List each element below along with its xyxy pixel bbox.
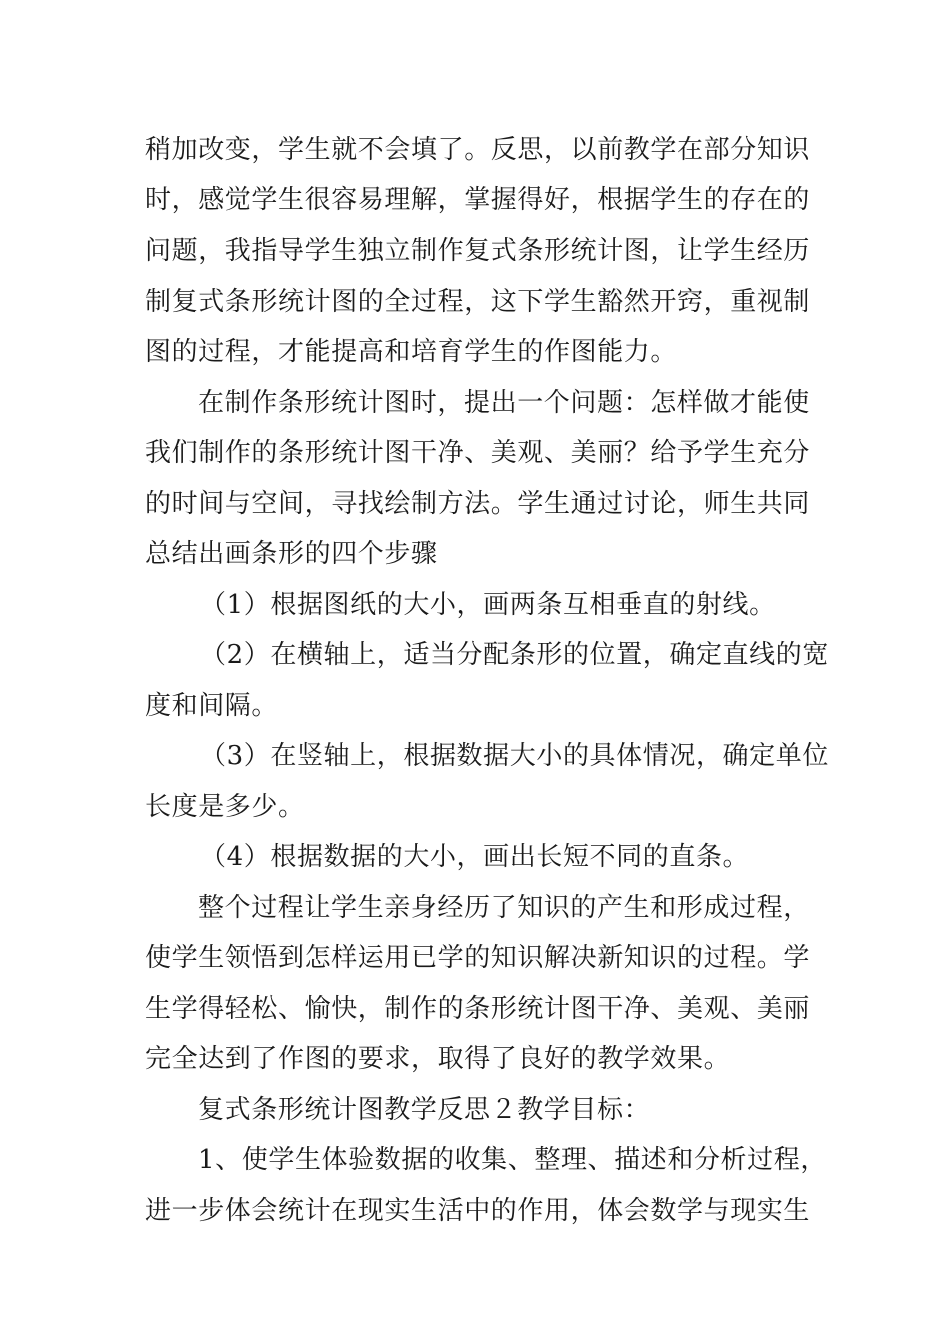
list-item-step-4: （4）根据数据的大小，画出长短不同的直条。	[200, 842, 750, 872]
text-line: 时，感觉学生很容易理解，掌握得好，根据学生的存在的	[145, 185, 811, 215]
text-line: 图的过程，才能提高和培育学生的作图能力。	[145, 337, 678, 367]
text-line: 完全达到了作图的要求，取得了良好的教学效果。	[145, 1044, 731, 1074]
text-line: 1、使学生体验数据的收集、整理、描述和分析过程，	[198, 1145, 827, 1175]
list-item-step-3: （3）在竖轴上，根据数据大小的具体情况，确定单位	[200, 741, 829, 771]
text-line: 问题，我指导学生独立制作复式条形统计图，让学生经历	[145, 236, 811, 266]
text-line: 使学生领悟到怎样运用已学的知识解决新知识的过程。学	[145, 943, 811, 973]
text-line: 度和间隔。	[145, 691, 279, 721]
list-item-step-2: （2）在横轴上，适当分配条形的位置，确定直线的宽	[200, 640, 829, 670]
text-line: 生学得轻松、愉快，制作的条形统计图干净、美观、美丽	[145, 994, 811, 1024]
text-line: 我们制作的条形统计图干净、美观、美丽？给予学生充分	[145, 438, 811, 468]
section-heading: 复式条形统计图教学反思２教学目标：	[198, 1095, 651, 1125]
list-item-step-1: （1）根据图纸的大小，画两条互相垂直的射线。	[200, 590, 776, 620]
text-line: 制复式条形统计图的全过程，这下学生豁然开窍，重视制	[145, 287, 811, 317]
text-line: 总结出画条形的四个步骤	[145, 539, 438, 569]
text-line: 的时间与空间，寻找绘制方法。学生通过讨论，师生共同	[145, 489, 811, 519]
text-line: 长度是多少。	[145, 792, 305, 822]
text-line: 在制作条形统计图时，提出一个问题：怎样做才能使	[198, 388, 810, 418]
text-line: 进一步体会统计在现实生活中的作用，体会数学与现实生	[145, 1196, 811, 1226]
text-line: 稍加改变，学生就不会填了。反思，以前教学在部分知识	[145, 135, 811, 165]
text-line: 整个过程让学生亲身经历了知识的产生和形成过程，	[198, 893, 810, 923]
